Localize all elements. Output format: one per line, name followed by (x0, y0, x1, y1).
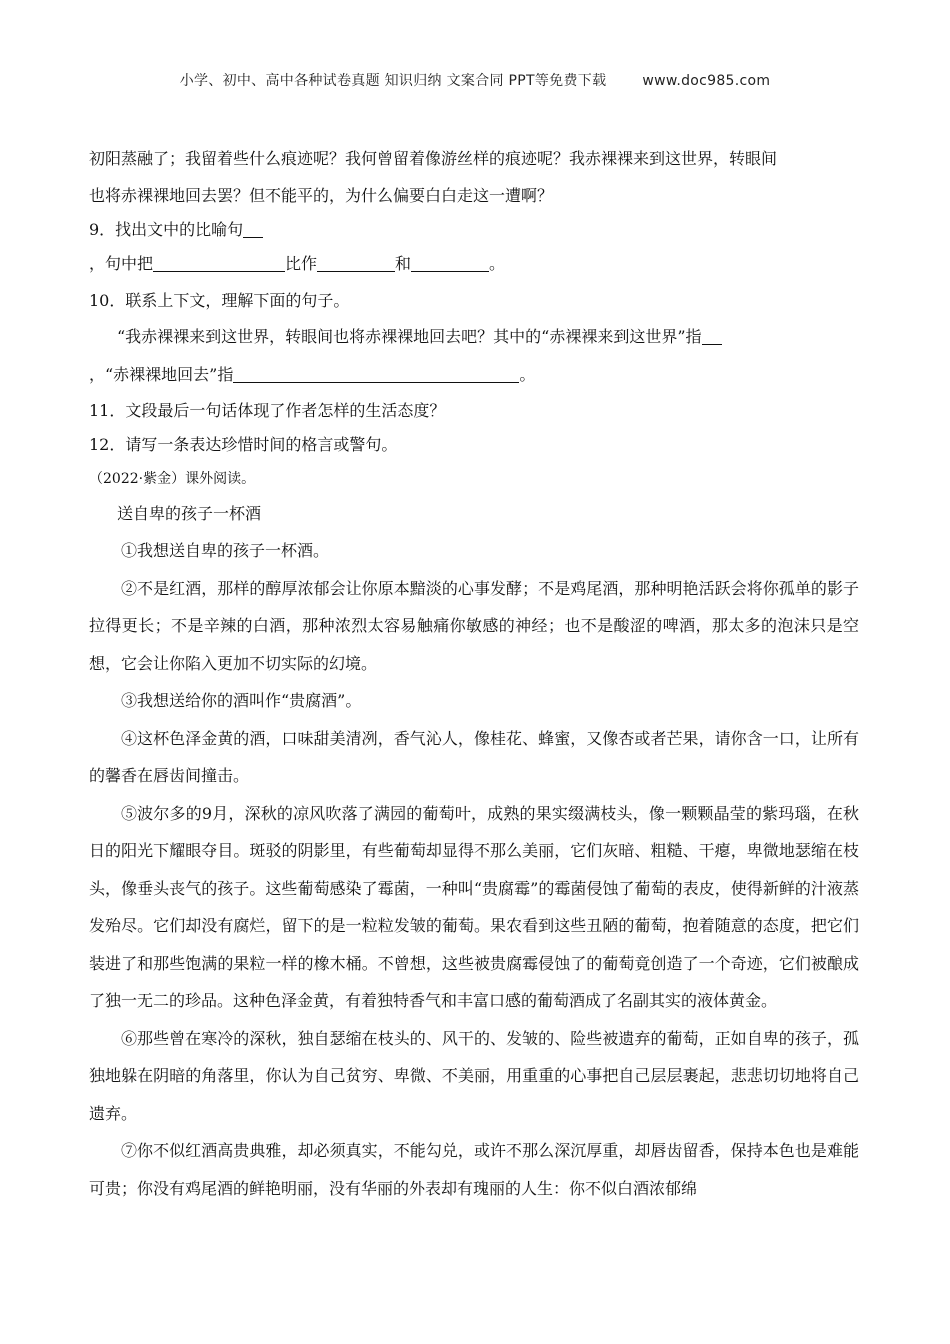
question-9-text-c: 和 (395, 254, 412, 273)
reading-paragraph-3: ③我想送给你的酒叫作“贵腐酒”。 (121, 691, 362, 710)
answer-blank[interactable] (411, 251, 489, 272)
reading-source: （2022·紫金）课外阅读。 (89, 471, 256, 487)
question-11: 11．文段最后一句话体现了作者怎样的生活态度？ (89, 401, 446, 420)
reading-paragraph-1: ①我想送自卑的孩子一杯酒。 (121, 541, 330, 560)
question-9-text-a: ，句中把 (89, 254, 154, 273)
answer-blank[interactable] (233, 362, 519, 383)
question-9 (89, 214, 859, 245)
document-body (89, 140, 859, 1207)
continuation-line-2: 也将赤裸裸地回去罢？但不能平的，为什么偏要白白走这一遭啊？ (89, 186, 554, 205)
question-12: 12．请写一条表达珍惜时间的格言或警句。 (89, 435, 398, 454)
question-9-prompt: 9．找出文中的比喻句 (89, 220, 244, 239)
question-9-line-2 (89, 245, 859, 283)
answer-blank[interactable] (153, 251, 285, 272)
question-10-text-a: ，“赤裸裸地回去”指 (89, 365, 234, 384)
page-header (0, 70, 950, 90)
continuation-line-1: 初阳蒸融了；我留着些什么痕迹呢？我何曾留着像游丝样的痕迹呢？我赤裸裸来到这世界，转眼间 (89, 149, 778, 168)
header-site-link[interactable]: www.doc985.com (642, 73, 771, 89)
question-9-text-b: 比作 (285, 254, 318, 273)
answer-blank[interactable] (317, 251, 395, 272)
question-10-title: 10．联系上下文，理解下面的句子。 (89, 291, 350, 310)
reading-title: 送自卑的孩子一杯酒 (117, 504, 262, 523)
reading-paragraph-7: ⑦你不似红酒高贵典雅，却必须真实，不能勾兑，或许不那么深沉厚重，却唇齿留香，保持本色也是难能可贵；你没有鸡尾酒的鲜艳明丽，没有华丽的外表却有瑰丽的人生：你不似白酒浓郁绵 (89, 1141, 859, 1198)
question-10-line-1 (89, 318, 859, 356)
answer-blank[interactable] (243, 217, 263, 238)
question-10-text-b: 。 (519, 365, 536, 384)
reading-paragraph-5: ⑤波尔多的9月，深秋的凉风吹落了满园的葡萄叶，成熟的果实缀满枝头，像一颗颗晶莹的紫玛瑙，在秋日的阳光下耀眼夺目。斑驳的阴影里，有些葡萄却显得不那么美丽，它们灰暗、粗糙、干瘪，卑微地瑟缩在枝头，像垂头丧气的孩子。这些葡萄感染了霉菌，一种叫“贵腐霉”的霉菌侵蚀了葡萄的表皮，使得新鲜的汁液蒸发殆尽。它们却没有腐烂，留下的是一粒粒发皱的葡萄。果农看到这些丑陋的葡萄，抱着随意的态度，把它们装进了和那些饱满的果粒一样的橡木桶。不曾想，这些被贵腐霉侵蚀了的葡萄竟创造了一个奇迹，它们被酿成了独一无二的珍品。这种色泽金黄，有着独特香气和丰富口感的葡萄酒成了名副其实的液体黄金。 (89, 803, 859, 1010)
reading-paragraph-2: ②不是红酒，那样的醇厚浓郁会让你原本黯淡的心事发酵；不是鸡尾酒，那种明艳活跃会将你孤单的影子拉得更长；不是辛辣的白酒，那种浓烈太容易触痛你敏感的神经；也不是酸涩的啤酒，那太多的泡沫只是空想，它会让你陷入更加不切实际的幻境。 (89, 578, 859, 673)
question-10-quote: “我赤裸裸来到这世界，转眼间也将赤裸裸地回去吧？其中的“赤裸裸来到这世界”指 (117, 327, 702, 346)
reading-paragraph-6: ⑥那些曾在寒冷的深秋，独自瑟缩在枝头的、风干的、发皱的、险些被遗弃的葡萄，正如自卑的孩子，孤独地躲在阴暗的角落里，你认为自己贫穷、卑微、不美丽，用重重的心事把自己层层裹起，悲悲切切地将自己遗弃。 (89, 1028, 859, 1123)
answer-blank[interactable] (702, 324, 722, 345)
question-9-text-d: 。 (489, 254, 506, 273)
question-10-line-2 (89, 356, 859, 394)
header-text: 小学、初中、高中各种试卷真题 知识归纳 文案合同 PPT等免费下载 (179, 73, 607, 89)
reading-paragraph-4: ④这杯色泽金黄的酒，口味甜美清冽，香气沁人，像桂花、蜂蜜，又像杏或者芒果，请你含一口，让所有的馨香在唇齿间撞击。 (89, 728, 859, 785)
